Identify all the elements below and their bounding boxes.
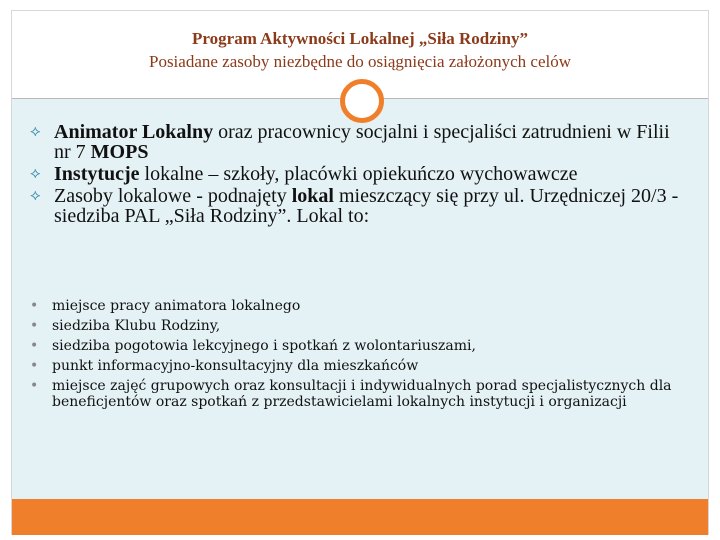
main-bullet-list	[30, 122, 690, 228]
bullet-bold-text: lokal	[291, 185, 334, 207]
bullet-item	[30, 164, 690, 184]
sub-bullet-text: siedziba Klubu Rodziny,	[52, 318, 221, 334]
sub-bullet-text: miejsce pracy animatora lokalnego	[52, 298, 301, 314]
sub-bullet-item	[30, 358, 690, 374]
arrow-bullet-icon: ⟡	[30, 165, 41, 182]
dot-bullet-icon: •	[30, 318, 39, 334]
bullet-text: mieszczący się przy ul. Urzędniczej 20/3 -siedziba PAL „Siła Rodziny”. Lokal to:	[54, 185, 679, 227]
sub-bullet-item	[30, 318, 690, 334]
bullet-bold-text: MOPS	[90, 141, 149, 163]
dot-bullet-icon: •	[30, 358, 39, 374]
bullet-item	[30, 122, 690, 162]
sub-bullet-text: miejsce zajęć grupowych oraz konsultacji i indywidualnych porad specjalistycznych dla beneficjentów oraz spotkań z przedstawicielami lokalnych instytucji i organizacji	[52, 378, 672, 410]
bullet-item	[30, 186, 690, 226]
bullet-bold-text: Instytucje	[54, 163, 140, 185]
footer-bar	[12, 499, 708, 535]
sub-bullet-item	[30, 298, 690, 314]
bullet-bold-text: Animator Lokalny	[54, 121, 214, 143]
slide-subtitle: Posiadane zasoby niezbędne do osiągnięcia założonych celów	[148, 52, 571, 71]
dot-bullet-icon: •	[30, 378, 39, 394]
sub-bullet-text: siedziba pogotowia lekcyjnego i spotkań z wolontariuszami,	[52, 338, 476, 354]
sub-bullet-item	[30, 378, 690, 410]
slide-title: Program Aktywności Lokalnej „Siła Rodziny”	[192, 29, 528, 48]
bullet-text: lokalne – szkoły, placówki opiekuńczo wychowawcze	[139, 163, 578, 185]
sub-bullet-list	[30, 298, 690, 414]
bullet-text: Zasoby lokalowe - podnajęty	[54, 185, 292, 207]
dot-bullet-icon: •	[30, 298, 39, 314]
circle-ornament-icon	[340, 79, 384, 123]
arrow-bullet-icon: ⟡	[30, 123, 41, 140]
bullet-text: oraz pracownicy socjalni i specjaliści zatrudnieni w Filii nr 7	[54, 121, 670, 163]
sub-bullet-text: punkt informacyjno-konsultacyjny dla mieszkańców	[52, 358, 419, 374]
dot-bullet-icon: •	[30, 338, 39, 354]
arrow-bullet-icon: ⟡	[30, 187, 41, 204]
sub-bullet-item	[30, 338, 690, 354]
